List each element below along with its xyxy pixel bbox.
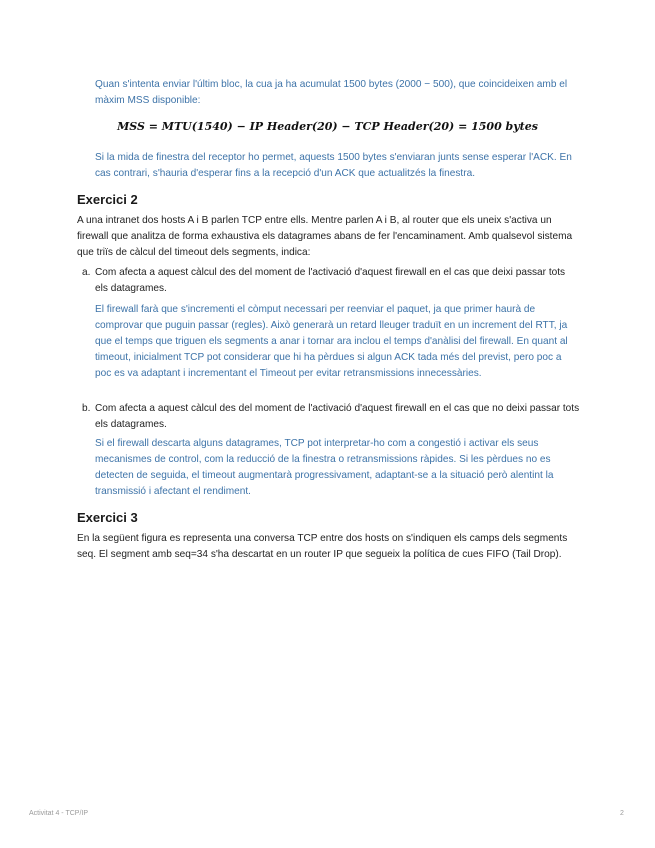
footer-title: Activitat 4 - TCP/IP bbox=[29, 810, 88, 817]
section-heading: Exercici 2 bbox=[77, 192, 138, 207]
question-text: Com afecta a aquest càlcul des del moment de l'activació d'aquest firewall en el cas que no deixi passar tots els datagrames. bbox=[95, 403, 580, 430]
answer-paragraph: Quan s'intenta enviar l'últim bloc, la cua ja ha acumulat 1500 bytes (2000 − 500), que coincideixen amb el màxim MSS disponible: bbox=[95, 79, 568, 106]
answer-paragraph: El firewall farà que s'incrementi el còmput necessari per reenviar el paquet, ja que primer haurà de comprovar que puguin passar (regles). Això generarà un retard lleuger traduït en un increment del RTT, ja que el temps que triguen els segments a anar i tornar ara inclou el temps d'anàlisi del firewall. En quant al timeout, inicialment TCP pot considerar que hi ha pèrdues si algun ACK tada més del previst, pero poc a poc es va adaptant i incrementant el Timeout per evitar retransmissions innecessàries. bbox=[95, 304, 568, 379]
list-marker: b. bbox=[82, 403, 91, 414]
answer-paragraph: Si el firewall descarta alguns datagrames, TCP pot interpretar-ho com a congestió i activar els seus mecanismes de control, com la reducció de la finestra o retransmissions ràpides. Si les pèrdues no es detecten de seguida, el timeout augmentarà progressivament, adaptant-se a la situació però alentint la transmissió i afectant el rendiment. bbox=[95, 438, 554, 497]
list-marker: a. bbox=[82, 267, 91, 278]
page-number: 2 bbox=[620, 810, 624, 817]
exercise-statement: A una intranet dos hosts A i B parlen TCP entre ells. Mentre parlen A i B, al router que els uneix s'activa un firewall que analitza de forma exhaustiva els datagrames abans de fer l'encaminament. Amb qualsevol sistema que triïs de càlcul del timeout dels segments, indica: bbox=[77, 215, 573, 258]
question-text: Com afecta a aquest càlcul des del moment de l'activació d'aquest firewall en el cas que deixi passar tots els datagrames. bbox=[95, 267, 566, 294]
section-heading: Exercici 3 bbox=[77, 510, 138, 525]
exercise-statement: En la següent figura es representa una conversa TCP entre dos hosts on s'indiquen els camps dels segments seq. El segment amb seq=34 s'ha descartat en un router IP que segueix la política de cues FIFO (Tail Drop). bbox=[77, 533, 568, 560]
answer-paragraph: Si la mida de finestra del receptor ho permet, aquests 1500 bytes s'enviaran junts sense esperar l'ACK. En cas contrari, s'hauria d'esperar fins a la recepció d'un ACK que actualitzés la finestra. bbox=[95, 152, 572, 179]
mss-formula: MSS = MTU(1540) − IP Header(20) − TCP Header(20) = 1500 bytes bbox=[117, 120, 538, 133]
